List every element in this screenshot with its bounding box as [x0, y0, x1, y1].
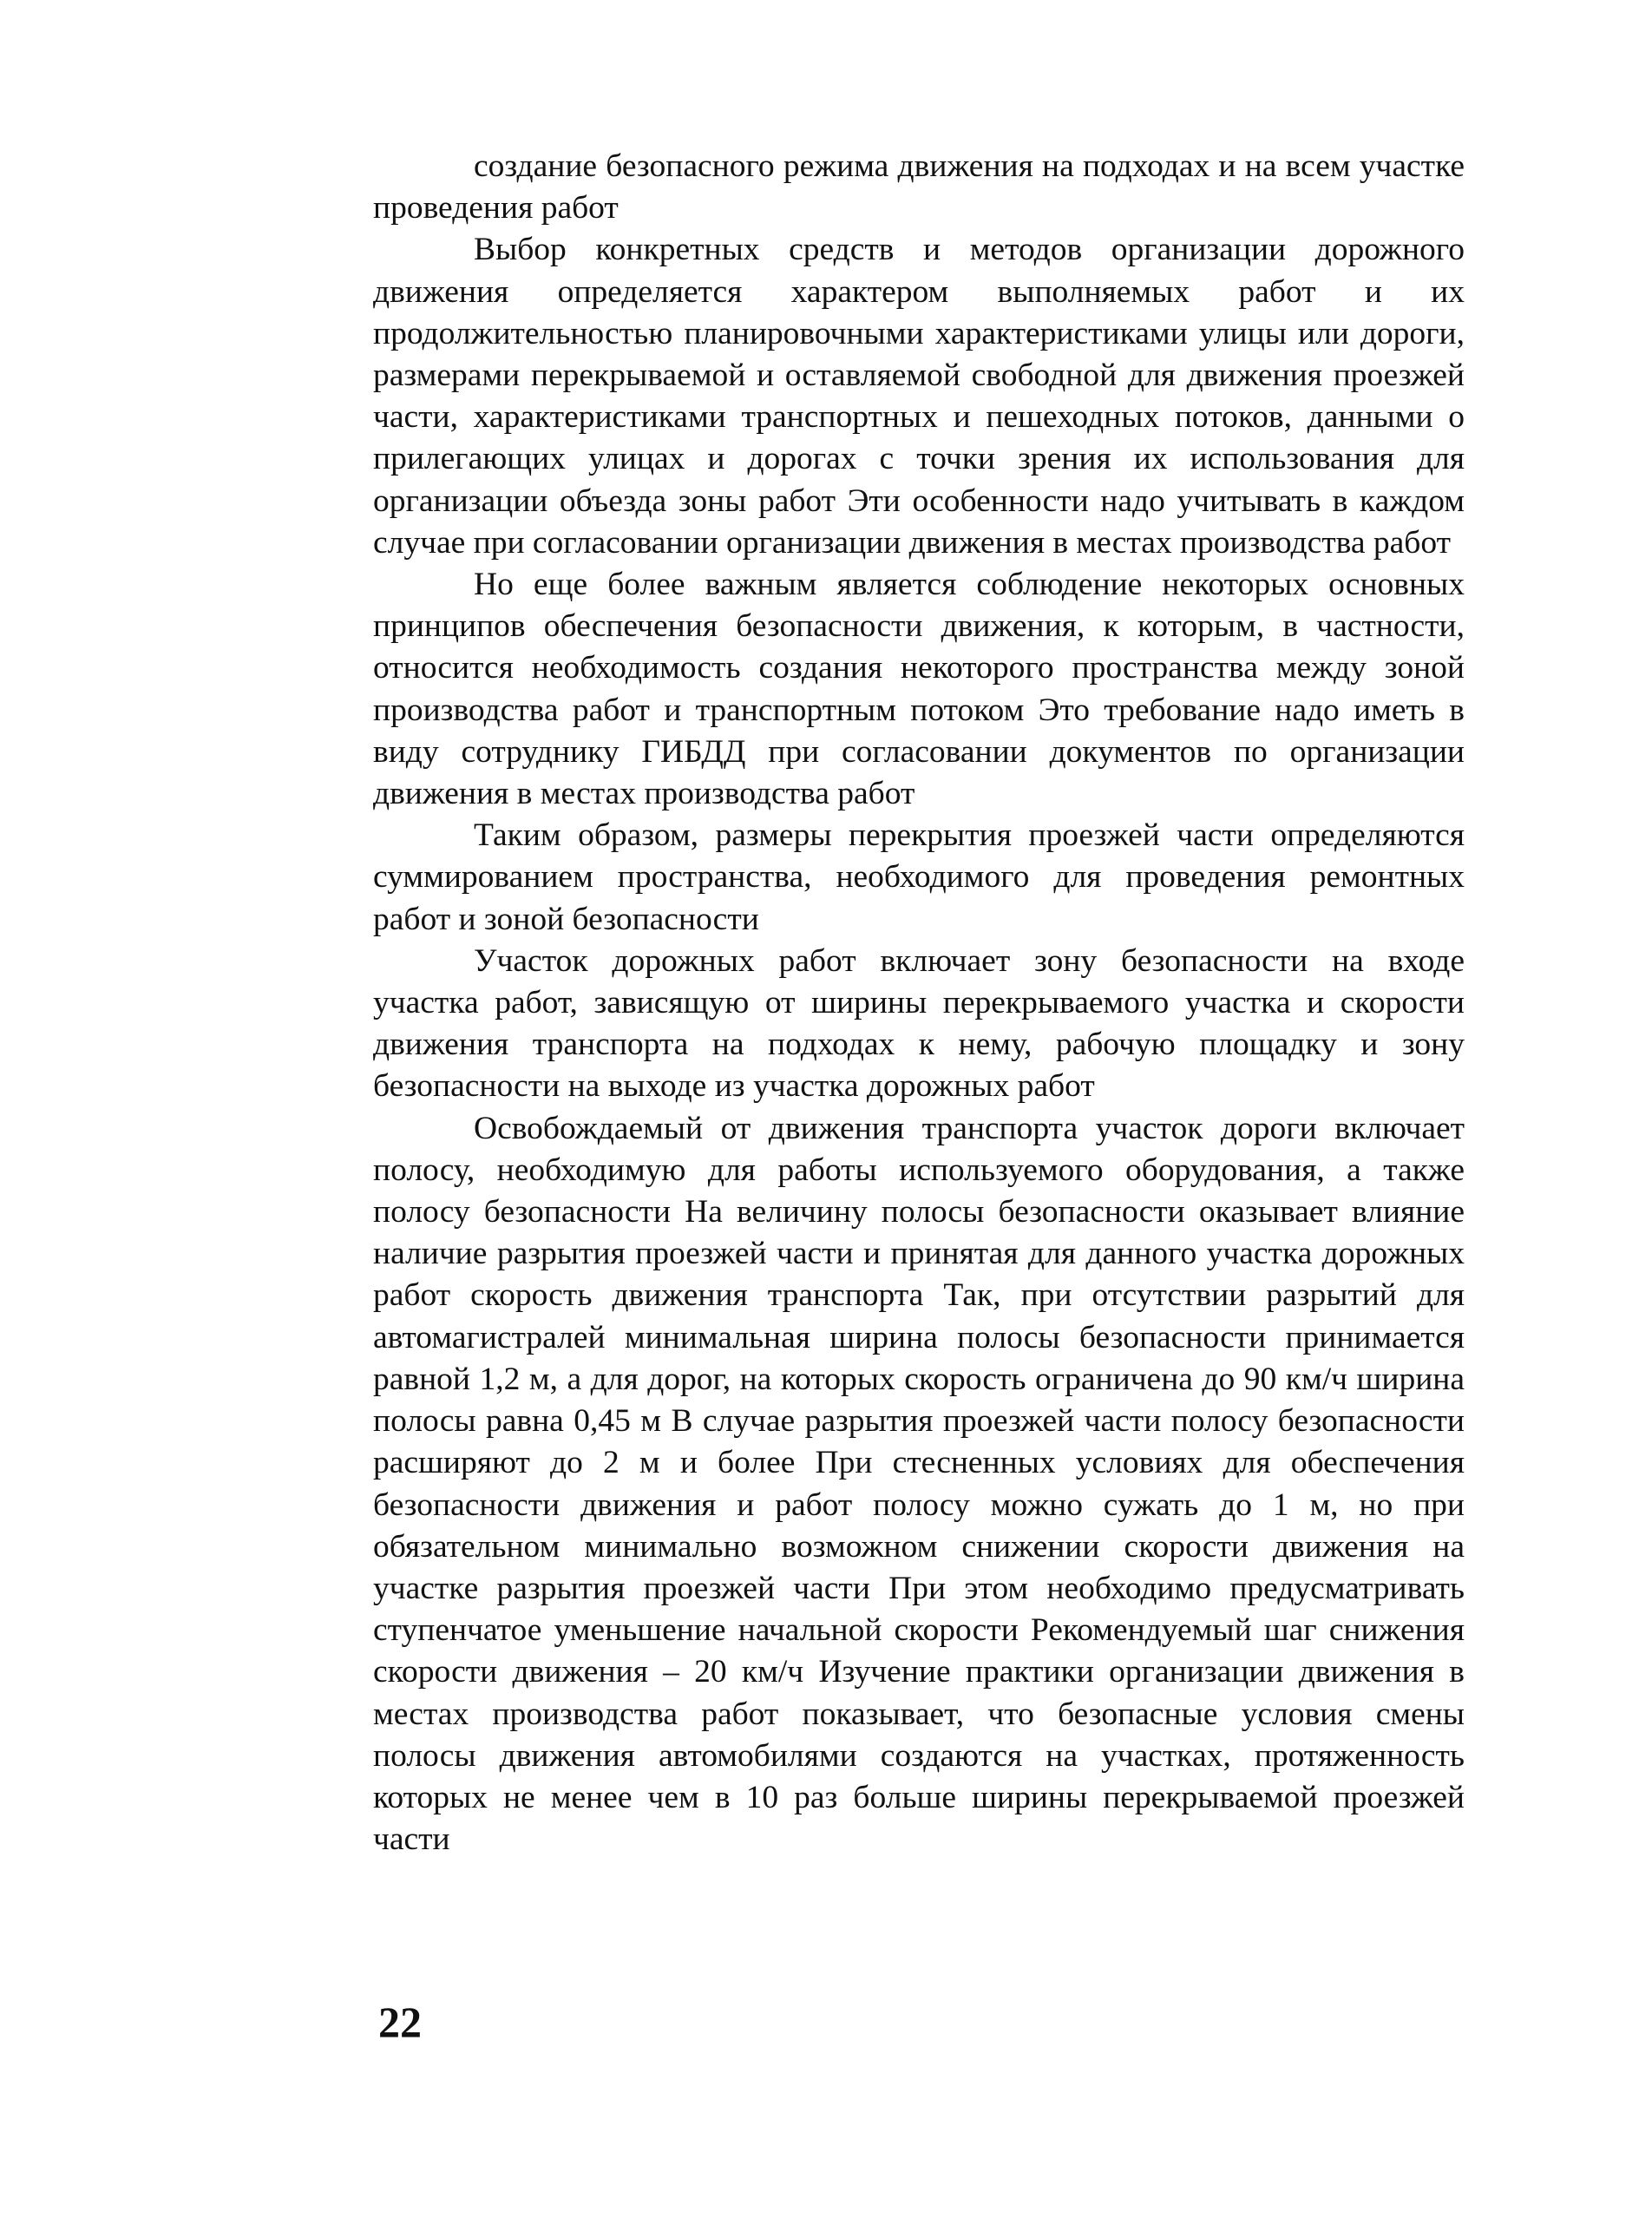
paragraph-6: Освобождаемый от движения транспорта участок дороги включает полосу, необходимую для работы используемого оборудования, а также полосу безопасности На величину полосы безопасности оказывает влияние наличие разрытия проезжей части и принятая для данного участка дорожных работ скорость движения транспорта Так, при отсутствии разрытий для автомагистралей минимальная ширина полосы безопасности принимается равной 1,2 м, а для дорог, на которых скорость ограничена до 90 км/ч ширина полосы равна 0,45 м В случае разрытия проезжей части полосу безопасности расширяют до 2 м и более При стесненных условиях для обеспечения безопасности движения и работ полосу можно сужать до 1 м, но при обязательном минимально возможном снижении скорости движения на участке разрытия проезжей части При этом необходимо предусматривать ступенчатое уменьшение начальной скорости Рекомендуемый шаг снижения скорости движения – 20 км/ч Изучение практики организации движения в местах производства работ показывает, что безопасные условия смены полосы движения автомобилями создаются на участках, протяженность которых не менее чем в 10 раз больше ширины перекрываемой проезжей части	[373, 1110, 1465, 1858]
paragraph-3: Но еще более важным является соблюдение некоторых основных принципов обеспечения безопасности движения, к которым, в частности, относится необходимость создания некоторого пространства между зоной производства работ и транспортным потоком Это требование надо иметь в виду сотруднику ГИБДД при согласовании документов по организации движения в местах производства работ	[373, 567, 1465, 812]
paragraph-5: Участок дорожных работ включает зону безопасности на входе участка работ, зависящую от ширины перекрываемого участка и скорости движения транспорта на подходах к нему, рабочую площадку и зону безопасности на выходе из участка дорожных работ	[373, 942, 1465, 1105]
page-number: 22	[378, 1998, 422, 2046]
paragraph-1: создание безопасного режима движения на подходах и на всем участке проведения работ	[373, 148, 1465, 226]
paragraph-2: Выбор конкретных средств и методов организации дорожного движения определяется характером выполняемых работ и их продолжительностью планировочными характеристиками улицы или дороги, размерами перекрываемой и оставляемой свободной для движения проезжей части, характеристиками транспортных и пешеходных потоков, данными о прилегающих улицах и дорогах с точки зрения их использования для организации объезда зоны работ Эти особенности надо учитывать в каждом случае при согласовании организации движения в местах производства работ	[373, 232, 1465, 561]
paragraph-4: Таким образом, размеры перекрытия проезжей части определяются суммированием пространства, необходимого для проведения ремонтных работ и зоной безопасности	[373, 817, 1465, 937]
body-text	[373, 146, 1465, 1860]
